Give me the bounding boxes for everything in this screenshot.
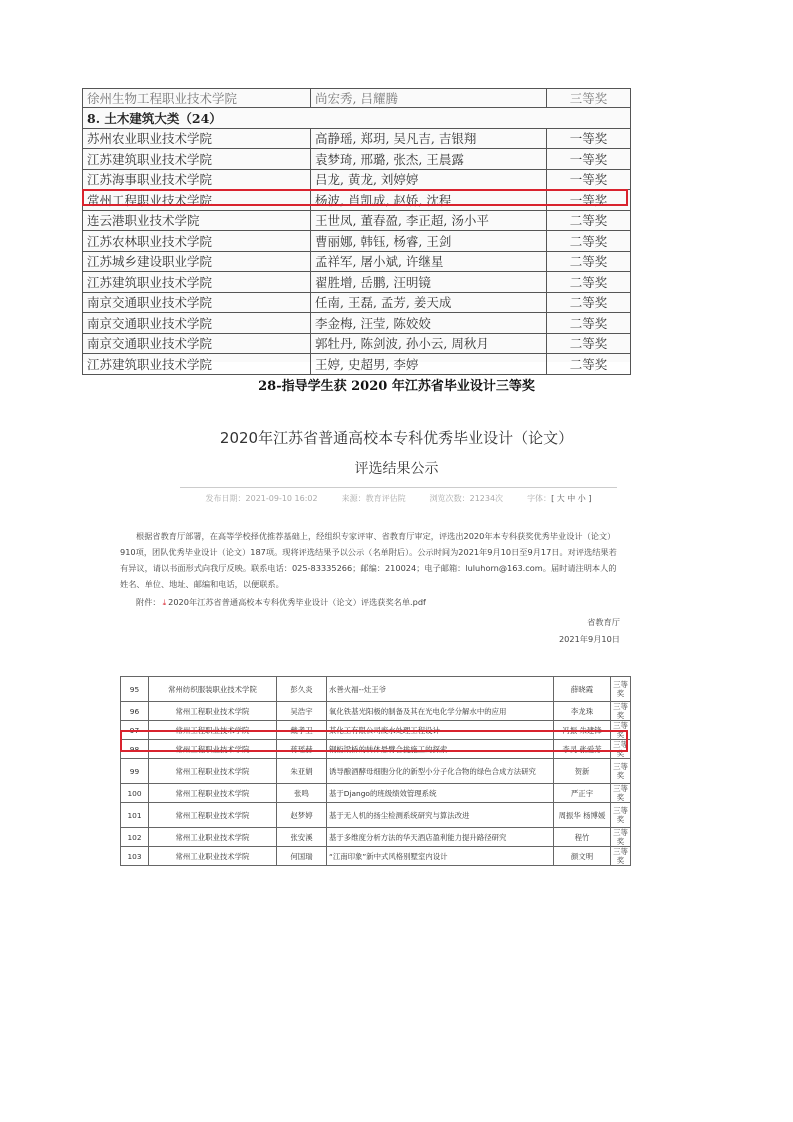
school-cell: 南京交通职业技术学院 bbox=[83, 333, 311, 354]
award-cell: 二等奖 bbox=[547, 313, 631, 334]
award-cell: 三等奖 bbox=[611, 721, 631, 740]
font-size-options[interactable]: [ 大 中 小 ] bbox=[551, 494, 592, 503]
award-cell: 三等奖 bbox=[611, 702, 631, 721]
signer: 省教育厅 bbox=[587, 617, 620, 627]
title-cell: 氧化铁基光阳极的制备及其在光电化学分解水中的应用 bbox=[327, 702, 554, 721]
title-cell: “江南印象”新中式风格别墅室内设计 bbox=[327, 847, 554, 866]
names-cell: 王世凤, 董春盈, 李正超, 汤小平 bbox=[311, 210, 547, 231]
table-row bbox=[83, 210, 631, 231]
table-row bbox=[83, 354, 631, 375]
student-cell: 彭久炎 bbox=[277, 677, 327, 702]
title-cell: 基于Django的班级绩效管理系统 bbox=[327, 784, 554, 803]
names-cell: 吕龙, 黄龙, 刘婷婷 bbox=[311, 169, 547, 190]
view-count: 浏览次数：21234次 bbox=[429, 494, 504, 503]
award-cell: 三等奖 bbox=[611, 740, 631, 759]
student-cell: 戴孝卫 bbox=[277, 721, 327, 740]
award-cell: 一等奖 bbox=[547, 128, 631, 149]
table-row bbox=[121, 677, 631, 702]
names-cell: 李金梅, 汪莹, 陈姣姣 bbox=[311, 313, 547, 334]
award-cell: 二等奖 bbox=[547, 272, 631, 293]
school-cell: 江苏建筑职业技术学院 bbox=[83, 354, 311, 375]
title-cell: 水善火福--灶王爷 bbox=[327, 677, 554, 702]
award-cell: 二等奖 bbox=[547, 354, 631, 375]
school-cell: 江苏建筑职业技术学院 bbox=[83, 149, 311, 170]
names-cell: 任南, 王磊, 孟芳, 姜天成 bbox=[311, 292, 547, 313]
school-cell: 江苏海事职业技术学院 bbox=[83, 169, 311, 190]
advisor-cell: 颜文明 bbox=[554, 847, 611, 866]
font-size-control bbox=[527, 493, 591, 504]
school-cell: 常州工程职业技术学院 bbox=[149, 803, 277, 828]
section-heading-row bbox=[83, 108, 631, 129]
table-row bbox=[83, 313, 631, 334]
figure-caption: 28-指导学生获 2020 年江苏省毕业设计三等奖 bbox=[258, 379, 535, 394]
school-cell: 常州工程职业技术学院 bbox=[149, 721, 277, 740]
award-cell: 三等奖 bbox=[611, 828, 631, 847]
award-cell: 三等奖 bbox=[611, 759, 631, 784]
school-cell: 常州工程职业技术学院 bbox=[83, 190, 311, 211]
index-cell: 102 bbox=[121, 828, 149, 847]
table-row bbox=[83, 292, 631, 313]
table-row bbox=[121, 702, 631, 721]
announcement-title: 2020年江苏省普通高校本专科优秀毕业设计（论文） bbox=[219, 429, 574, 447]
award-cell: 三等奖 bbox=[547, 89, 631, 108]
student-cell: 张鸣 bbox=[277, 784, 327, 803]
award-cell: 三等奖 bbox=[611, 847, 631, 866]
student-cell: 蒋瑶赫 bbox=[277, 740, 327, 759]
school-cell: 江苏城乡建设职业学院 bbox=[83, 251, 311, 272]
index-cell: 97 bbox=[121, 721, 149, 740]
table-row bbox=[83, 272, 631, 293]
school-cell: 江苏农林职业技术学院 bbox=[83, 231, 311, 252]
names-cell: 王婷, 史超男, 李婷 bbox=[311, 354, 547, 375]
index-cell: 98 bbox=[121, 740, 149, 759]
school-cell: 连云港职业技术学院 bbox=[83, 210, 311, 231]
divider bbox=[180, 487, 617, 488]
student-cell: 张安溪 bbox=[277, 828, 327, 847]
advisor-cell: 严正宇 bbox=[554, 784, 611, 803]
school-cell: 南京交通职业技术学院 bbox=[83, 313, 311, 334]
table-row bbox=[83, 169, 631, 190]
source: 来源：教育评估院 bbox=[341, 494, 406, 503]
school-cell: 常州纺织服装职业技术学院 bbox=[149, 677, 277, 702]
school-cell: 常州工业职业技术学院 bbox=[149, 847, 277, 866]
award-cell: 二等奖 bbox=[547, 210, 631, 231]
announcement-subtitle: 评选结果公示 bbox=[354, 461, 439, 477]
advisor-cell: 贺新 bbox=[554, 759, 611, 784]
award-cell: 二等奖 bbox=[547, 292, 631, 313]
student-cell: 吴浩宇 bbox=[277, 702, 327, 721]
table-row bbox=[83, 231, 631, 252]
title-cell: 钢桁梁桥的转体悬臂合拢施工的探索 bbox=[327, 740, 554, 759]
school-cell: 苏州农业职业技术学院 bbox=[83, 128, 311, 149]
index-cell: 103 bbox=[121, 847, 149, 866]
names-cell: 郭牡丹, 陈剑波, 孙小云, 周秋月 bbox=[311, 333, 547, 354]
section-heading: 8. 土木建筑大类（24） bbox=[83, 108, 631, 129]
names-cell: 杨波, 肖凯成, 赵娇, 沈程 bbox=[311, 190, 547, 211]
highlight-box-top bbox=[82, 189, 628, 206]
student-cell: 何国瑞 bbox=[277, 847, 327, 866]
index-cell: 100 bbox=[121, 784, 149, 803]
bottom-award-table bbox=[120, 676, 631, 866]
award-cell: 一等奖 bbox=[547, 149, 631, 170]
school-cell: 常州工业职业技术学院 bbox=[149, 828, 277, 847]
names-cell: 高静瑶, 郑玥, 吴凡吉, 吉银翔 bbox=[311, 128, 547, 149]
student-cell: 朱亚娟 bbox=[277, 759, 327, 784]
advisor-cell: 冯振 朱建锋 bbox=[554, 721, 611, 740]
scanned-winner-list bbox=[120, 676, 630, 865]
top-award-table bbox=[82, 88, 631, 375]
award-cell: 三等奖 bbox=[611, 677, 631, 702]
table-row bbox=[83, 128, 631, 149]
names-cell: 翟胜增, 岳鹏, 汪明镜 bbox=[311, 272, 547, 293]
school-cell: 常州工程职业技术学院 bbox=[149, 740, 277, 759]
award-cell: 三等奖 bbox=[611, 803, 631, 828]
table-row bbox=[121, 828, 631, 847]
table-row bbox=[83, 89, 631, 108]
school-cell: 常州工程职业技术学院 bbox=[149, 702, 277, 721]
body-paragraph: 根据省教育厅部署，在高等学校择优推荐基础上，经组织专家评审、省教育厅审定，评选出2020年本专科获奖优秀毕业设计（论文）910项，团队优秀毕业设计（论文）187项。现将评选结果予以公示（名单附后）。公示时间为2021年9月10日至9月17日。对评选结果若有异议，请以书面形式向我厅反映。联系电话：025-83335266；邮编：210024；电子邮箱：luluhorn@163.com。届时请注明本人的姓名、单位、地址、邮编和电话，以便联系。 bbox=[120, 531, 617, 589]
table-row bbox=[121, 784, 631, 803]
index-cell: 99 bbox=[121, 759, 149, 784]
names-cell: 孟祥军, 屠小斌, 许继星 bbox=[311, 251, 547, 272]
advisor-cell: 薛晓霞 bbox=[554, 677, 611, 702]
attachment-link[interactable]: 2020年江苏省普通高校本专科优秀毕业设计（论文）评选获奖名单.pdf bbox=[168, 597, 426, 607]
advisor-cell: 李灵 张爱芳 bbox=[554, 740, 611, 759]
school-cell: 南京交通职业技术学院 bbox=[83, 292, 311, 313]
pdf-icon: ⤓ bbox=[162, 598, 167, 607]
sign-date: 2021年9月10日 bbox=[558, 634, 620, 644]
table-row bbox=[83, 149, 631, 170]
advisor-cell: 周振华 杨博媛 bbox=[554, 803, 611, 828]
award-cell: 一等奖 bbox=[547, 169, 631, 190]
award-cell: 三等奖 bbox=[611, 784, 631, 803]
announcement-body bbox=[120, 528, 620, 592]
student-cell: 赵梦婷 bbox=[277, 803, 327, 828]
names-cell: 尚宏秀, 吕耀腾 bbox=[311, 89, 547, 108]
scanned-award-table bbox=[82, 88, 630, 372]
title-cell: 诱导酿酒酵母细胞分化的新型小分子化合物的绿色合成方法研究 bbox=[327, 759, 554, 784]
index-cell: 101 bbox=[121, 803, 149, 828]
award-cell: 二等奖 bbox=[547, 251, 631, 272]
publish-date: 发布日期：2021-09-10 16:02 bbox=[205, 494, 318, 503]
table-row bbox=[121, 847, 631, 866]
school-cell: 江苏建筑职业技术学院 bbox=[83, 272, 311, 293]
school-cell: 常州工程职业技术学院 bbox=[149, 784, 277, 803]
table-row bbox=[121, 759, 631, 784]
title-cell: 基于多维度分析方法的华天酒店盈利能力提升路径研究 bbox=[327, 828, 554, 847]
award-cell: 二等奖 bbox=[547, 231, 631, 252]
attachment-label: 附件： bbox=[136, 597, 161, 607]
advisor-cell: 程竹 bbox=[554, 828, 611, 847]
table-row bbox=[121, 803, 631, 828]
index-cell: 95 bbox=[121, 677, 149, 702]
table-row bbox=[83, 251, 631, 272]
names-cell: 曹丽娜, 韩钰, 杨睿, 王剑 bbox=[311, 231, 547, 252]
school-cell: 常州工程职业技术学院 bbox=[149, 759, 277, 784]
announcement-meta bbox=[180, 493, 617, 504]
title-cell: 某化工有限公司废水处理工程设计 bbox=[327, 721, 554, 740]
signature-block bbox=[559, 614, 620, 648]
font-size-label: 字体： bbox=[527, 494, 552, 503]
advisor-cell: 李龙珠 bbox=[554, 702, 611, 721]
names-cell: 袁梦琦, 邢璐, 张杰, 王晨露 bbox=[311, 149, 547, 170]
table-row bbox=[83, 333, 631, 354]
index-cell: 96 bbox=[121, 702, 149, 721]
attachment-line bbox=[136, 597, 426, 608]
title-cell: 基于无人机的扬尘检测系统研究与算法改进 bbox=[327, 803, 554, 828]
award-cell: 一等奖 bbox=[547, 190, 631, 211]
school-cell: 徐州生物工程职业技术学院 bbox=[83, 89, 311, 108]
award-cell: 二等奖 bbox=[547, 333, 631, 354]
highlight-box-bottom bbox=[120, 730, 628, 752]
